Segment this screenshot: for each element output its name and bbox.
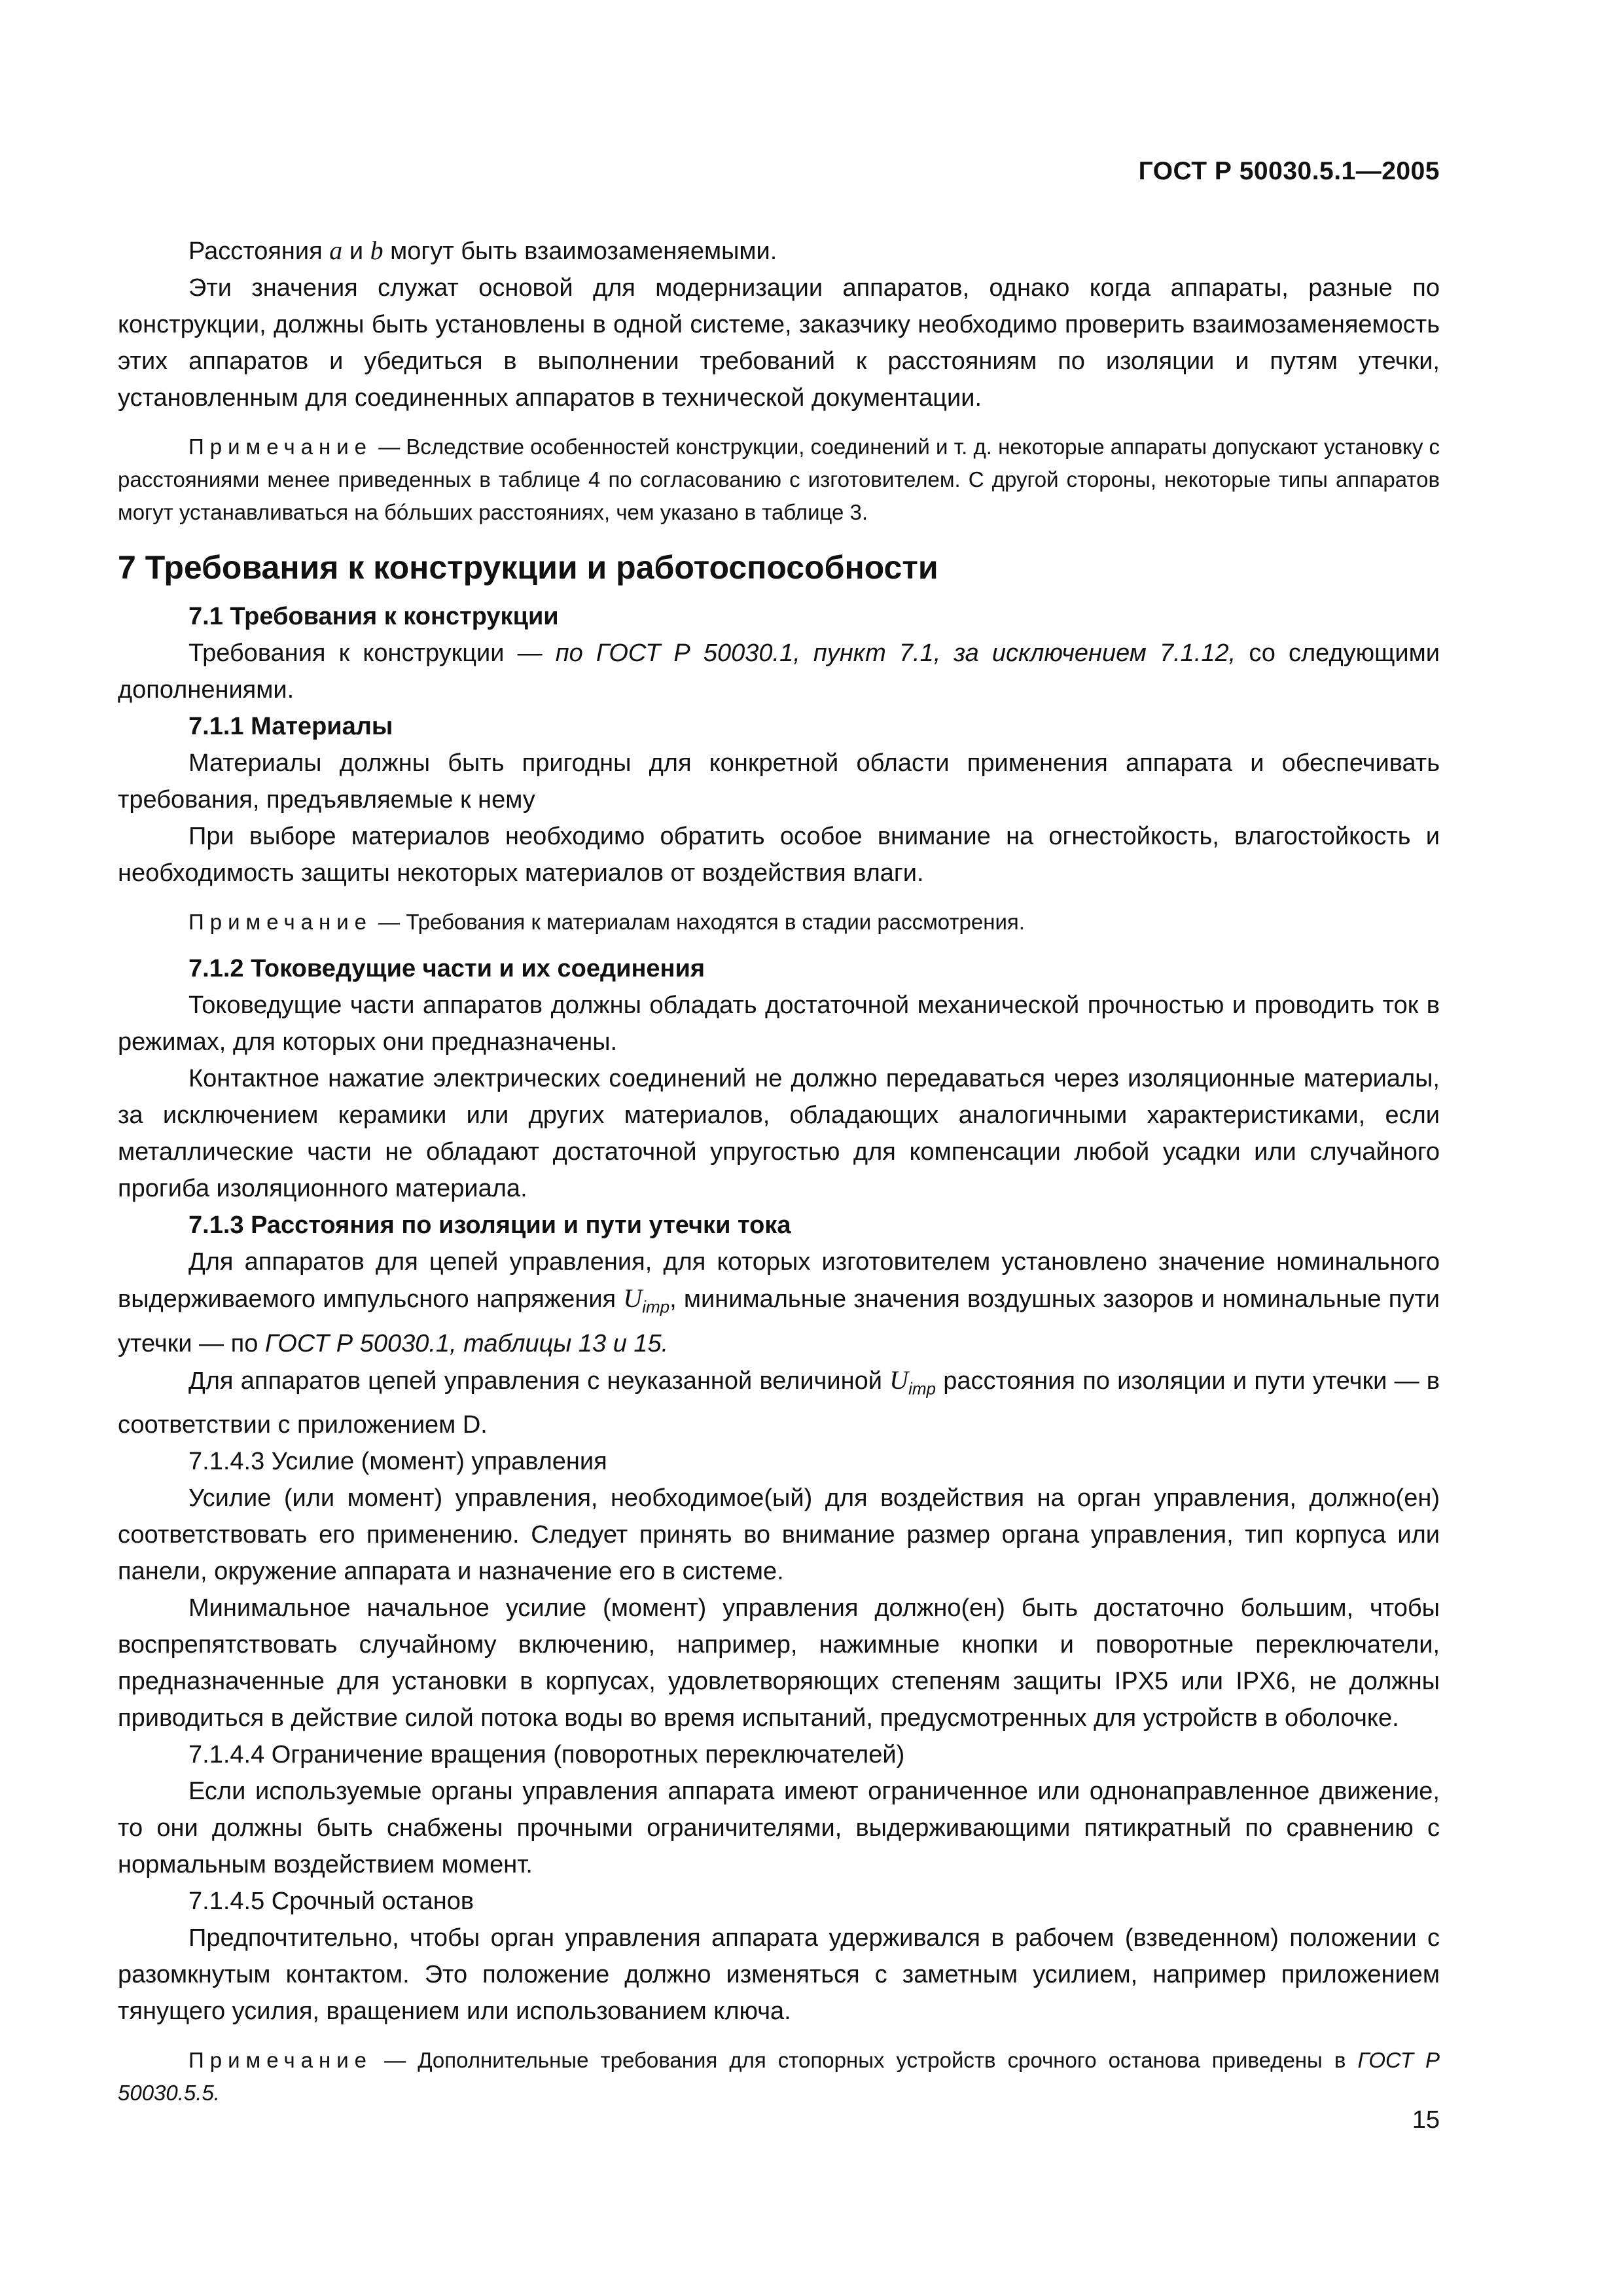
section-7-1-3-paragraph-2 xyxy=(118,1362,1440,1444)
text-run: со следующими дополнениями. xyxy=(118,639,1440,704)
section-7-1-4-4-paragraph-1: Если используемые органы управления аппарата имеют ограниченное или однонаправленное движение, то они должны быть снабжены прочными ограничителями, выдерживающими пятикратный по сравнению с нормальным воздействием момент. xyxy=(118,1778,1440,1879)
text-run: Требования к конструкции — xyxy=(188,639,556,667)
section-7-1-4-5-paragraph-1: Предпочтительно, чтобы орган управления аппарата удерживался в рабочем (взведенном) положении с разомкнутым контактом. Это положение должно изменяться с заметным усилием, например приложением тянущего усилия, вращением или использованием ключа. xyxy=(118,1924,1440,2026)
text-run: Для аппаратов для цепей управления, для которых изготовителем установлено значение номинального выдерживаемого импульсного напряжения xyxy=(118,1248,1440,1313)
intro-paragraph-1 xyxy=(118,232,1440,270)
reference-italic: ГОСТ Р 50030.1, таблицы 13 и 15. xyxy=(264,1329,669,1357)
section-7-1-4-4-title: 7.1.4.4 Ограничение вращения (поворотных переключателей) xyxy=(188,1741,905,1769)
variable-subscript: imp xyxy=(908,1378,936,1399)
section-7-1-2-paragraph-2: Контактное нажатие электрических соединений не должно передаваться через изоляционные материалы, за исключением керамики или других материалов, обладающих аналогичными характеристиками, если металлические части не обладают достаточной упругостью для компенсации любой усадки или случайного прогиба изоляционного материала. xyxy=(118,1065,1440,1202)
variable-b: b xyxy=(370,236,383,265)
reference-italic: по ГОСТ Р 50030.1, пункт 7.1, за исключением 7.1.12, xyxy=(555,639,1236,667)
text-run: расстояния по изоляции и пути утечки — в соответствии с приложением D. xyxy=(118,1367,1440,1439)
document-number-header: ГОСТ Р 50030.5.1—2005 xyxy=(1138,157,1440,185)
variable-subscript: imp xyxy=(642,1297,670,1317)
section-7-1-1-title: 7.1.1 Материалы xyxy=(188,713,393,740)
section-7-1-4-5-note xyxy=(118,2044,1440,2109)
variable-a: a xyxy=(329,236,343,265)
note-text: — Вследствие особенностей конструкции, соединений и т. д. некоторые аппараты допускают установку с расстояниями менее приведенных в таблице 4 по согласованию с изготовителем. С другой стороны, некоторые типы аппаратов могут устанавливаться на бóльших расстояниях, чем указано в таблице 3. xyxy=(118,435,1440,524)
note-label: Примечание xyxy=(188,910,373,934)
text-run: , минимальные значения воздушных зазоров и номинальные пути утечки — по xyxy=(118,1285,1440,1357)
section-7-1-4-3-paragraph-2: Минимальное начальное усилие (момент) управления должно(ен) быть достаточно большим, чтобы воспрепятствовать случайному включению, например, нажимные кнопки и поворотные переключатели, предназначенные для установки в корпусах, удовлетворяющих степеням защиты IPX5 или IPX6, не должны приводиться в действие силой потока воды во время испытаний, предусмотренных для устройств в оболочке. xyxy=(118,1594,1440,1732)
section-7-1-title: 7.1 Требования к конструкции xyxy=(188,603,559,630)
section-7-1-4-5-title: 7.1.4.5 Срочный останов xyxy=(188,1888,474,1916)
text-run: и xyxy=(342,238,370,265)
intro-paragraph-2: Эти значения служат основой для модернизации аппаратов, однако когда аппараты, разные по конструкции, должны быть установлены в одной системе, заказчику необходимо проверить взаимозаменяемость этих аппаратов и убедиться в выполнении требований к расстояниям по изоляции и путям утечки, установленным для соединенных аппаратов в технической документации. xyxy=(118,274,1440,412)
section-7-1-3-paragraph-1 xyxy=(118,1244,1440,1362)
note-text: — Требования к материалам находятся в стадии рассмотрения. xyxy=(372,910,1025,934)
section-7-1-paragraph xyxy=(118,635,1440,708)
text-run: Для аппаратов цепей управления с неуказанной величиной xyxy=(188,1367,890,1395)
section-7-1-1-paragraph-2: При выборе материалов необходимо обратить особое внимание на огнестойкость, влагостойкость и необходимость защиты некоторых материалов от воздействия влаги. xyxy=(118,823,1440,887)
variable-u: U xyxy=(889,1365,909,1395)
section-7-1-2-title: 7.1.2 Токоведущие части и их соединения xyxy=(188,955,705,982)
note-text: — Дополнительные требования для стопорных устройств срочного останова приведены в xyxy=(372,2048,1358,2073)
section-7-1-1-paragraph-1: Материалы должны быть пригодны для конкретной области применения аппарата и обеспечивать требования, предъявляемые к нему xyxy=(118,749,1440,814)
note-label: Примечание xyxy=(188,435,373,459)
text-run: Расстояния xyxy=(188,238,330,265)
text-run: могут быть взаимозаменяемыми. xyxy=(383,238,777,265)
note-label: Примечание xyxy=(188,2048,373,2073)
section-7-1-2-paragraph-1: Токоведущие части аппаратов должны обладать достаточной механической прочностью и проводить ток в режимах, для которых они предназначены. xyxy=(118,992,1440,1056)
section-7-1-4-3-title: 7.1.4.3 Усилие (момент) управления xyxy=(188,1448,607,1476)
reference-italic: ГОСТ Р 50030.5.5. xyxy=(118,2048,1440,2106)
intro-note xyxy=(118,431,1440,529)
section-7-1-4-3-paragraph-1: Усилие (или момент) управления, необходимое(ый) для воздействия на орган управления, должно(ен) соответствовать его применению. Следует принять во внимание размер органа управления, тип корпуса или панели, окружение аппарата и назначение его в системе. xyxy=(118,1484,1440,1586)
page-number: 15 xyxy=(1412,2106,1440,2134)
section-7-title: 7 Требования к конструкции и работоспособности xyxy=(118,549,938,586)
variable-u: U xyxy=(623,1283,643,1313)
document-page xyxy=(118,0,1440,2296)
section-7-1-1-note xyxy=(118,906,1440,939)
page-content xyxy=(118,232,1440,2121)
section-7-1-3-title: 7.1.3 Расстояния по изоляции и пути утечки тока xyxy=(188,1211,791,1239)
